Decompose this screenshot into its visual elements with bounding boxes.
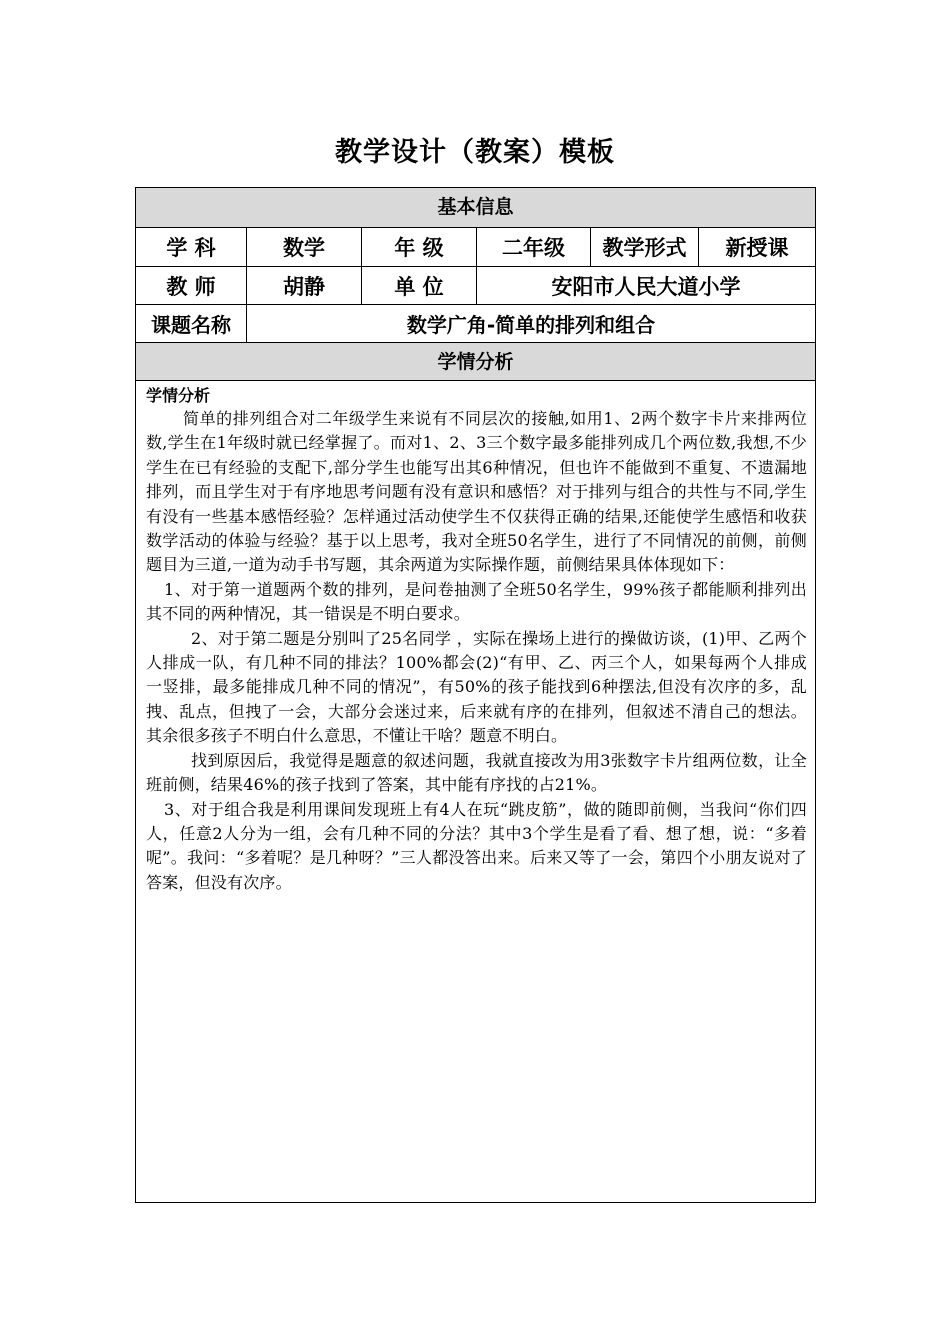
analysis-paragraph: 2、对于第二题是分别叫了25名同学 ，实际在操场上进行的操做访谈，(1)甲、乙两个人排成一队，有几种不同的排法？100%都会(2)“有甲、乙、丙三个人，如果每两个人排成一竖排，最多能排成几种不同的情况”，有50%的孩子能找到6种摆法,但没有次序的多，乱拽、乱点，但拽了一会，大部分会迷过来，后来就有序的在排列，但叙述不清自己的想法。其余很多孩子不明白什么意思，不懂让干啥？题意不明白。 — [146, 628, 807, 746]
analysis-paragraph: 3、对于组合我是利用课间发现班上有4人在玩“跳皮筋”，做的随即前侧，当我问“你们四人，任意2人分为一组，会有几种不同的分法？其中3个学生是看了看、想了想，说：“多着呢”。我问：“多着呢？是几种呀？”三人都没答出来。后来又等了一会，第四个小朋友说对了答案，但没有次序。 — [146, 799, 807, 892]
analysis-header: 学情分析 — [437, 351, 514, 373]
subject-label: 学 科 — [136, 228, 247, 266]
analysis-header-row — [136, 343, 815, 381]
subject-row — [136, 228, 815, 267]
teacher-label: 教 师 — [136, 267, 247, 304]
basic-info-header-row — [136, 188, 815, 228]
basic-info-header: 基本信息 — [437, 196, 514, 218]
subject-value: 数学 — [247, 228, 362, 266]
teacher-value: 胡静 — [247, 267, 362, 304]
grade-label: 年 级 — [362, 228, 477, 266]
topic-row — [136, 305, 815, 343]
analysis-paragraph: 简单的排列组合对二年级学生来说有不同层次的接触,如用1、2两个数字卡片来排两位数,学生在1年级时就已经掌握了。而对1、2、3三个数字最多能排列成几个两位数,我想,不少学生在已有经验的支配下,部分学生也能写出其6种情况，但也许不能做到不重复、不遗漏地排列，而且学生对于有序地思考问题有没有意识和感悟？对于排列与组合的共性与不同,学生有没有一些基本感悟经验？怎样通过活动使学生不仅获得正确的结果,还能使学生感悟和收获数学活动的体验与经验？基于以上思考，我对全班50名学生，进行了不同情况的前侧，前侧题目为三道,一道为动手书写题，其余两道为实际操作题，前侧结果具体体现如下： — [146, 409, 807, 575]
unit-label: 单 位 — [362, 267, 477, 304]
topic-label: 课题名称 — [136, 305, 247, 342]
document-title: 教学设计（教案）模板 — [335, 137, 615, 168]
analysis-paragraph: 找到原因后，我觉得是题意的叙述问题，我就直接改为用3张数字卡片组两位数，让全班前侧，结果46%的孩子找到了答案，其中能有序找的占21%。 — [146, 750, 807, 795]
teaching-form-value: 新授课 — [725, 236, 789, 260]
teacher-row — [136, 267, 815, 305]
grade-value: 二年级 — [477, 228, 591, 266]
lesson-plan-table — [135, 187, 816, 1203]
analysis-paragraph: 1、对于第一道题两个数的排列，是问卷抽测了全班50名学生，99%孩子都能顺利排列出其不同的两种情况，其一错误是不明白要求。 — [146, 579, 807, 624]
analysis-body — [136, 381, 815, 1202]
analysis-subheading: 学情分析 — [146, 386, 211, 405]
topic-value: 数学广角-简单的排列和组合 — [406, 313, 656, 337]
teaching-form-label: 教学形式 — [591, 228, 699, 266]
unit-value: 安阳市人民大道小学 — [551, 274, 741, 299]
